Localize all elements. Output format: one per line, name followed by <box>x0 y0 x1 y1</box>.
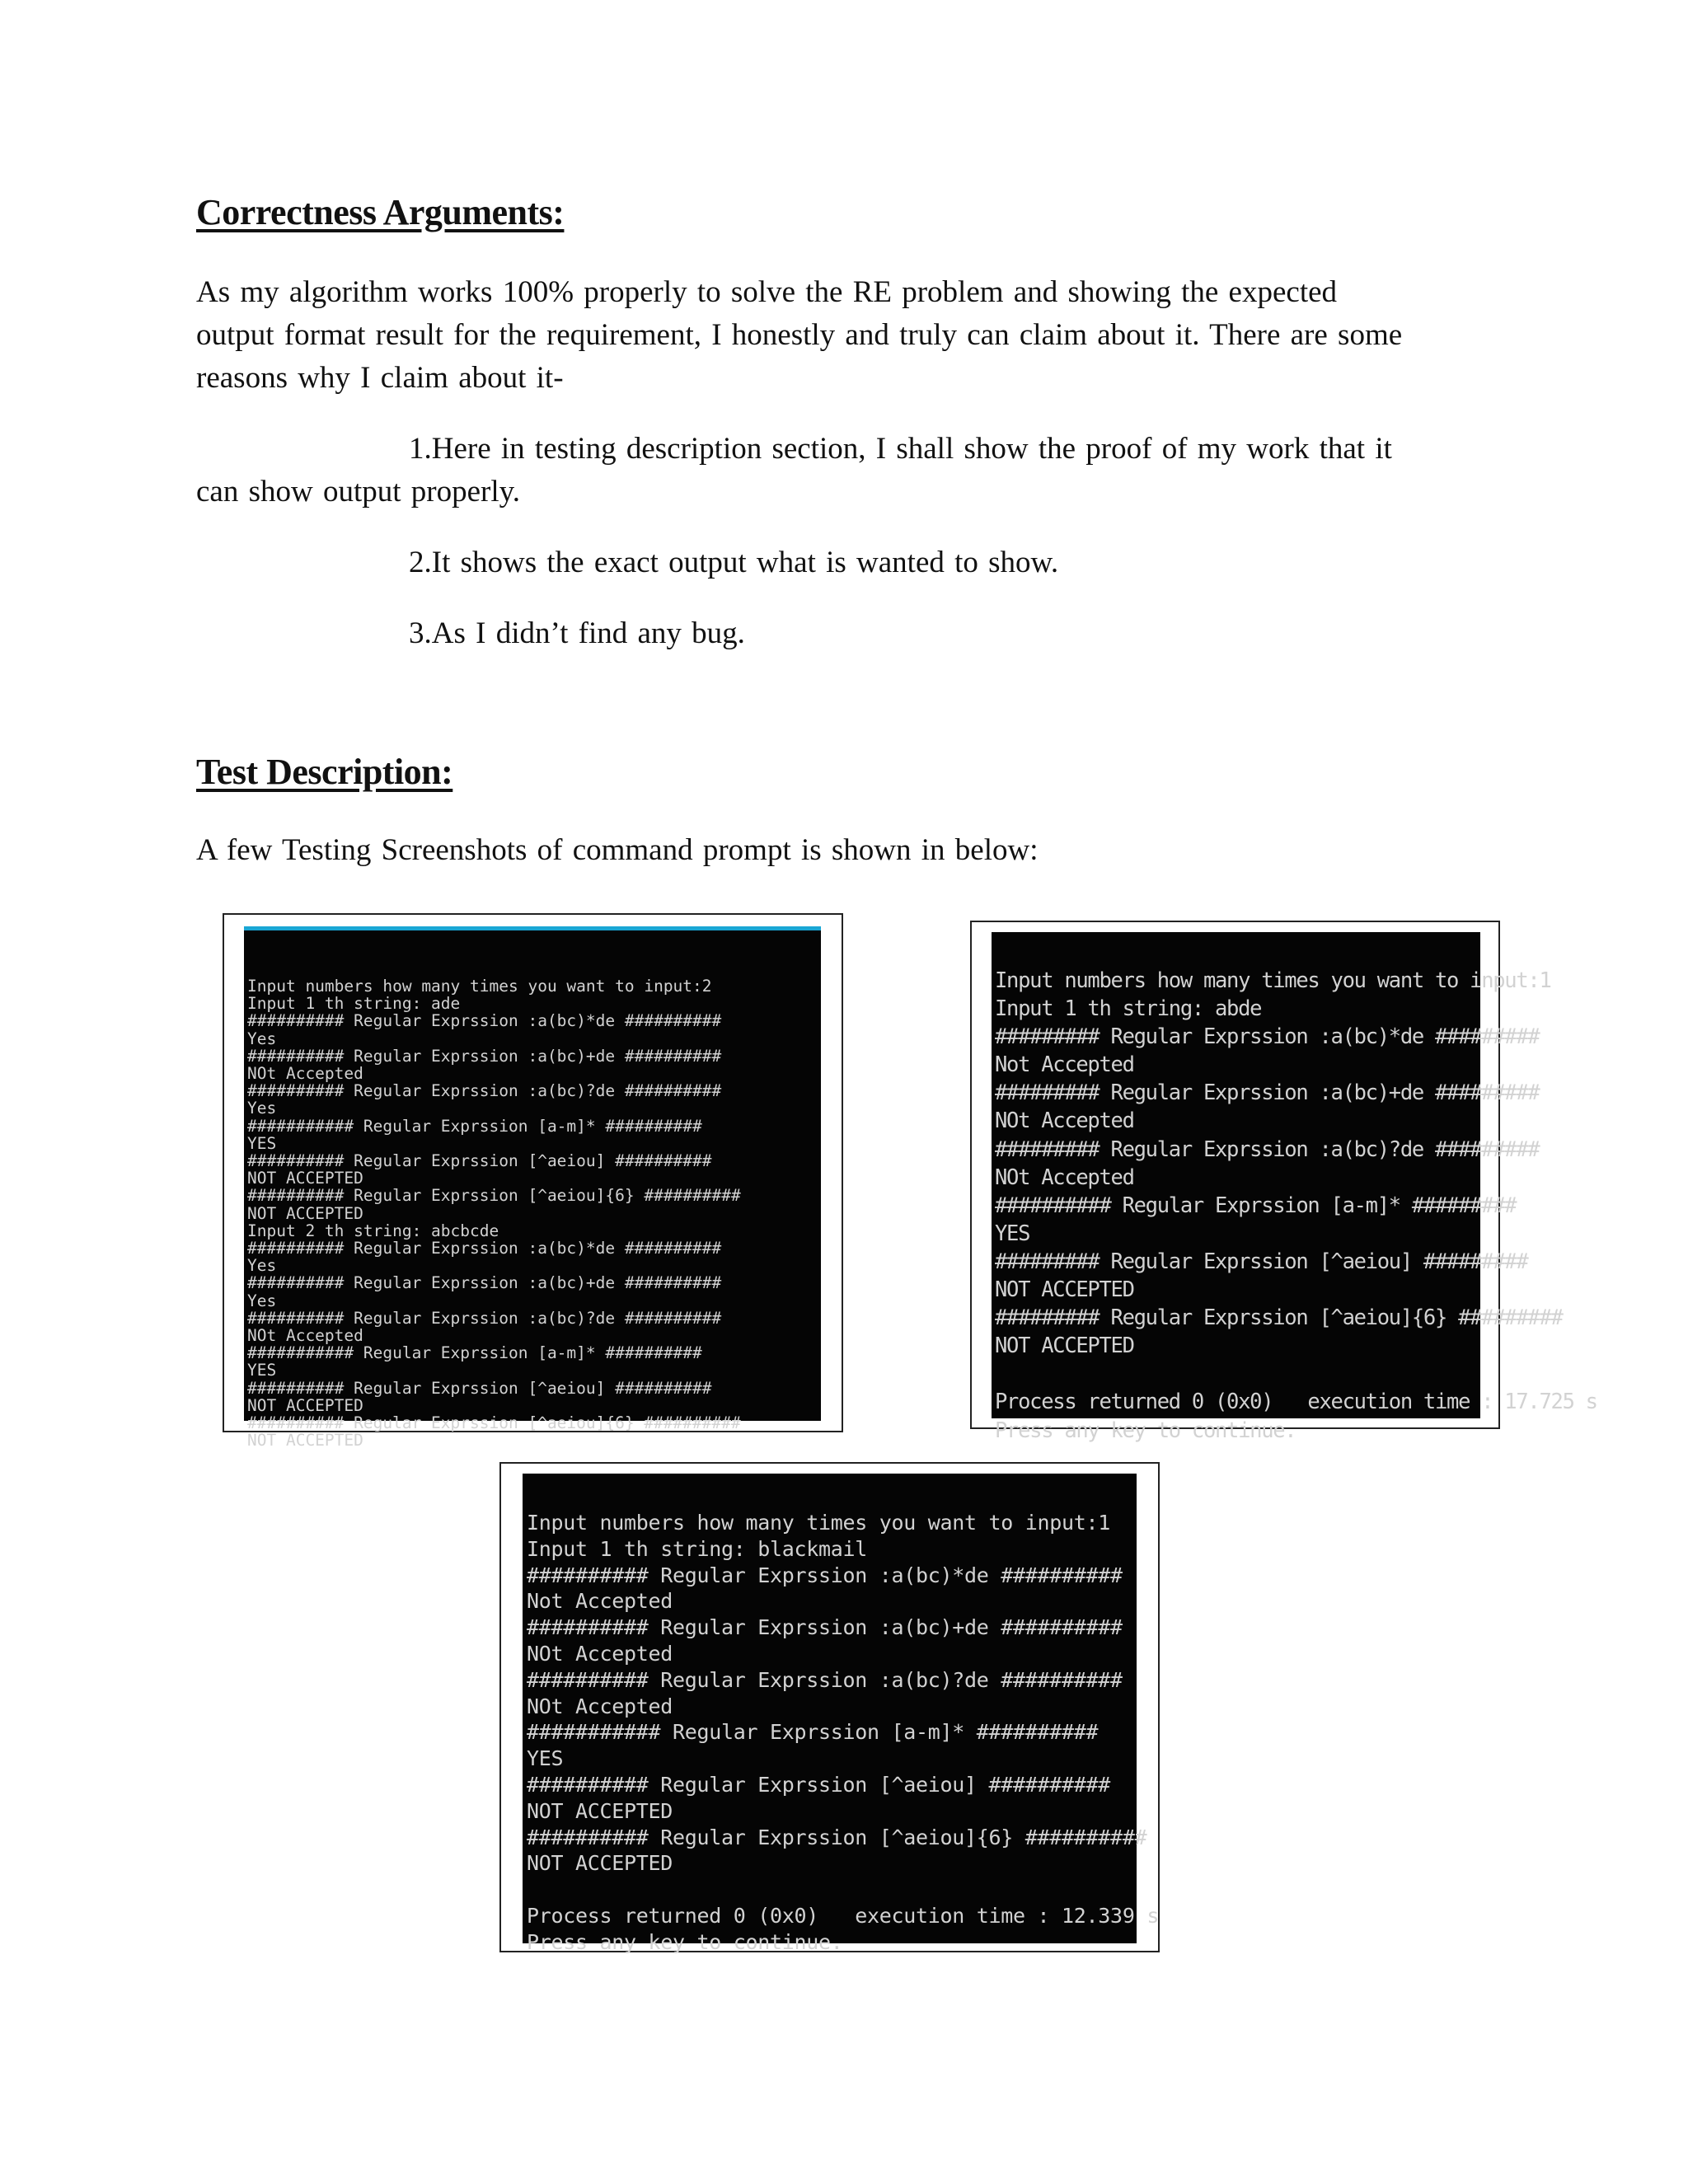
console-line: Process returned 0 (0x0) execution time : 17.725 s <box>995 1390 1597 1415</box>
console-line: YES <box>247 1361 277 1380</box>
console-line: Input 1 th string: ade <box>247 994 461 1014</box>
console-line: ########## Regular Exprssion [^aeiou]{6} ########## <box>247 1413 741 1433</box>
point-1-line-2: can show output properly. <box>196 475 520 509</box>
console-line: ########## Regular Exprssion :a(bc)*de ########## <box>247 1239 722 1258</box>
console-line: Yes <box>247 1256 277 1276</box>
console-line: ########### Regular Exprssion [a-m]* ########## <box>247 1343 702 1363</box>
console-line: Input numbers how many times you want to input:1 <box>995 968 1551 993</box>
console-line: ########## Regular Exprssion :a(bc)*de ########## <box>527 1563 1123 1587</box>
test-description-intro: A few Testing Screenshots of command prompt is shown in below: <box>196 833 1039 867</box>
console-line: NOT ACCEPTED <box>527 1851 673 1876</box>
console-line: ########## Regular Exprssion :a(bc)*de ########## <box>247 1011 722 1031</box>
console-line: NOT ACCEPTED <box>995 1333 1134 1359</box>
console-line: ######### Regular Exprssion :a(bc)?de ######### <box>995 1137 1540 1162</box>
console-line: Press any key to continue. <box>995 1418 1296 1443</box>
test-description-heading: Test Description: <box>196 752 453 792</box>
console-line: NOt Accepted <box>247 1326 363 1346</box>
console-line: NOt Accepted <box>995 1165 1134 1190</box>
console-line: ########## Regular Exprssion :a(bc)+de ########## <box>247 1046 722 1066</box>
console-line: YES <box>995 1221 1030 1246</box>
console-line: Input numbers how many times you want to input:1 <box>527 1511 1111 1535</box>
console-line: ########## Regular Exprssion [^aeiou] ########## <box>527 1772 1111 1797</box>
console-line: Not Accepted <box>527 1589 673 1614</box>
console-line: ########## Regular Exprssion :a(bc)?de ########## <box>527 1667 1123 1692</box>
console-line: ########## Regular Exprssion :a(bc)?de ########## <box>247 1308 722 1328</box>
console-line: Not Accepted <box>995 1052 1134 1078</box>
point-1-line-1: 1.Here in testing description section, I shall show the proof of my work that it <box>409 432 1392 466</box>
correctness-heading: Correctness Arguments: <box>196 192 565 232</box>
screenshot-1-frame <box>223 913 843 1451</box>
console-line: Input 2 th string: abcbcde <box>247 1221 499 1240</box>
console-line: NOT ACCEPTED <box>247 1395 363 1415</box>
screenshot-2-console <box>992 932 1597 1443</box>
console-line: Input 1 th string: abde <box>995 996 1262 1022</box>
console-line: NOt Accepted <box>527 1694 673 1718</box>
console-line: Press any key to continue. <box>527 1929 843 1954</box>
console-line: ########## Regular Exprssion [^aeiou]{6} ########## <box>527 1825 1147 1849</box>
console-line: ########## Regular Exprssion [a-m]* ######### <box>995 1193 1517 1218</box>
console-title-strip <box>244 926 821 930</box>
console-line: ########## Regular Exprssion [^aeiou]{6} ########## <box>247 1186 741 1206</box>
console-line: Yes <box>247 1291 277 1310</box>
console-line: Process returned 0 (0x0) execution time : 12.339 s <box>527 1903 1160 1928</box>
console-line: ########### Regular Exprssion [a-m]* ########## <box>247 1116 702 1136</box>
console-line <box>995 1360 1480 1388</box>
console-line: Yes <box>247 1029 277 1048</box>
point-3: 3.As I didn’t find any bug. <box>409 616 745 650</box>
console-line: Input 1 th string: blackmail <box>527 1536 868 1561</box>
console-line: ######### Regular Exprssion :a(bc)+de ######### <box>995 1080 1540 1106</box>
console-line: ########## Regular Exprssion [^aeiou] ########## <box>247 1378 712 1398</box>
screenshot-2-lines <box>995 967 1597 1445</box>
screenshot-3-console <box>523 1474 1160 1954</box>
console-line: YES <box>247 1133 277 1153</box>
correctness-intro-line-2: output format result for the requirement, I honestly and truly can claim about it. There are some <box>196 318 1403 352</box>
console-line: NOt Accepted <box>995 1108 1134 1134</box>
console-line: ########## Regular Exprssion [^aeiou] ########## <box>247 1151 712 1171</box>
console-line: Input numbers how many times you want to input:2 <box>247 977 712 996</box>
correctness-intro-line-1: As my algorithm works 100% properly to solve the RE problem and showing the expected <box>196 275 1338 309</box>
correctness-intro-line-3: reasons why I claim about it- <box>196 361 564 395</box>
console-line <box>527 1877 1137 1903</box>
screenshot-3-frame <box>499 1462 1160 1952</box>
console-line: YES <box>527 1746 564 1771</box>
console-line: NOt Accepted <box>247 1064 363 1084</box>
screenshot-3-lines <box>527 1510 1160 1956</box>
console-line: NOT ACCEPTED <box>527 1798 673 1823</box>
console-line: Yes <box>247 1099 277 1118</box>
console-line: NOT ACCEPTED <box>247 1203 363 1223</box>
screenshot-2-frame <box>970 921 1597 1443</box>
console-line: NOT ACCEPTED <box>247 1431 363 1451</box>
console-line: ######### Regular Exprssion [^aeiou]{6} ######### <box>995 1305 1563 1331</box>
console-line: NOT ACCEPTED <box>995 1277 1134 1303</box>
screenshot-1-console <box>244 926 821 1451</box>
console-line: ########## Regular Exprssion :a(bc)+de ########## <box>247 1273 722 1293</box>
console-line: ########## Regular Exprssion :a(bc)+de ########## <box>527 1615 1123 1640</box>
console-line: ######### Regular Exprssion [^aeiou] ######### <box>995 1249 1528 1274</box>
console-line: ######### Regular Exprssion :a(bc)*de ######### <box>995 1024 1540 1050</box>
screenshot-1-lines <box>247 977 821 1449</box>
console-line: NOt Accepted <box>527 1641 673 1666</box>
point-2: 2.It shows the exact output what is wanted to show. <box>409 546 1059 579</box>
console-line: ########### Regular Exprssion [a-m]* ########## <box>527 1720 1099 1745</box>
console-line: NOT ACCEPTED <box>247 1169 363 1188</box>
console-line: ########## Regular Exprssion :a(bc)?de ########## <box>247 1081 722 1101</box>
